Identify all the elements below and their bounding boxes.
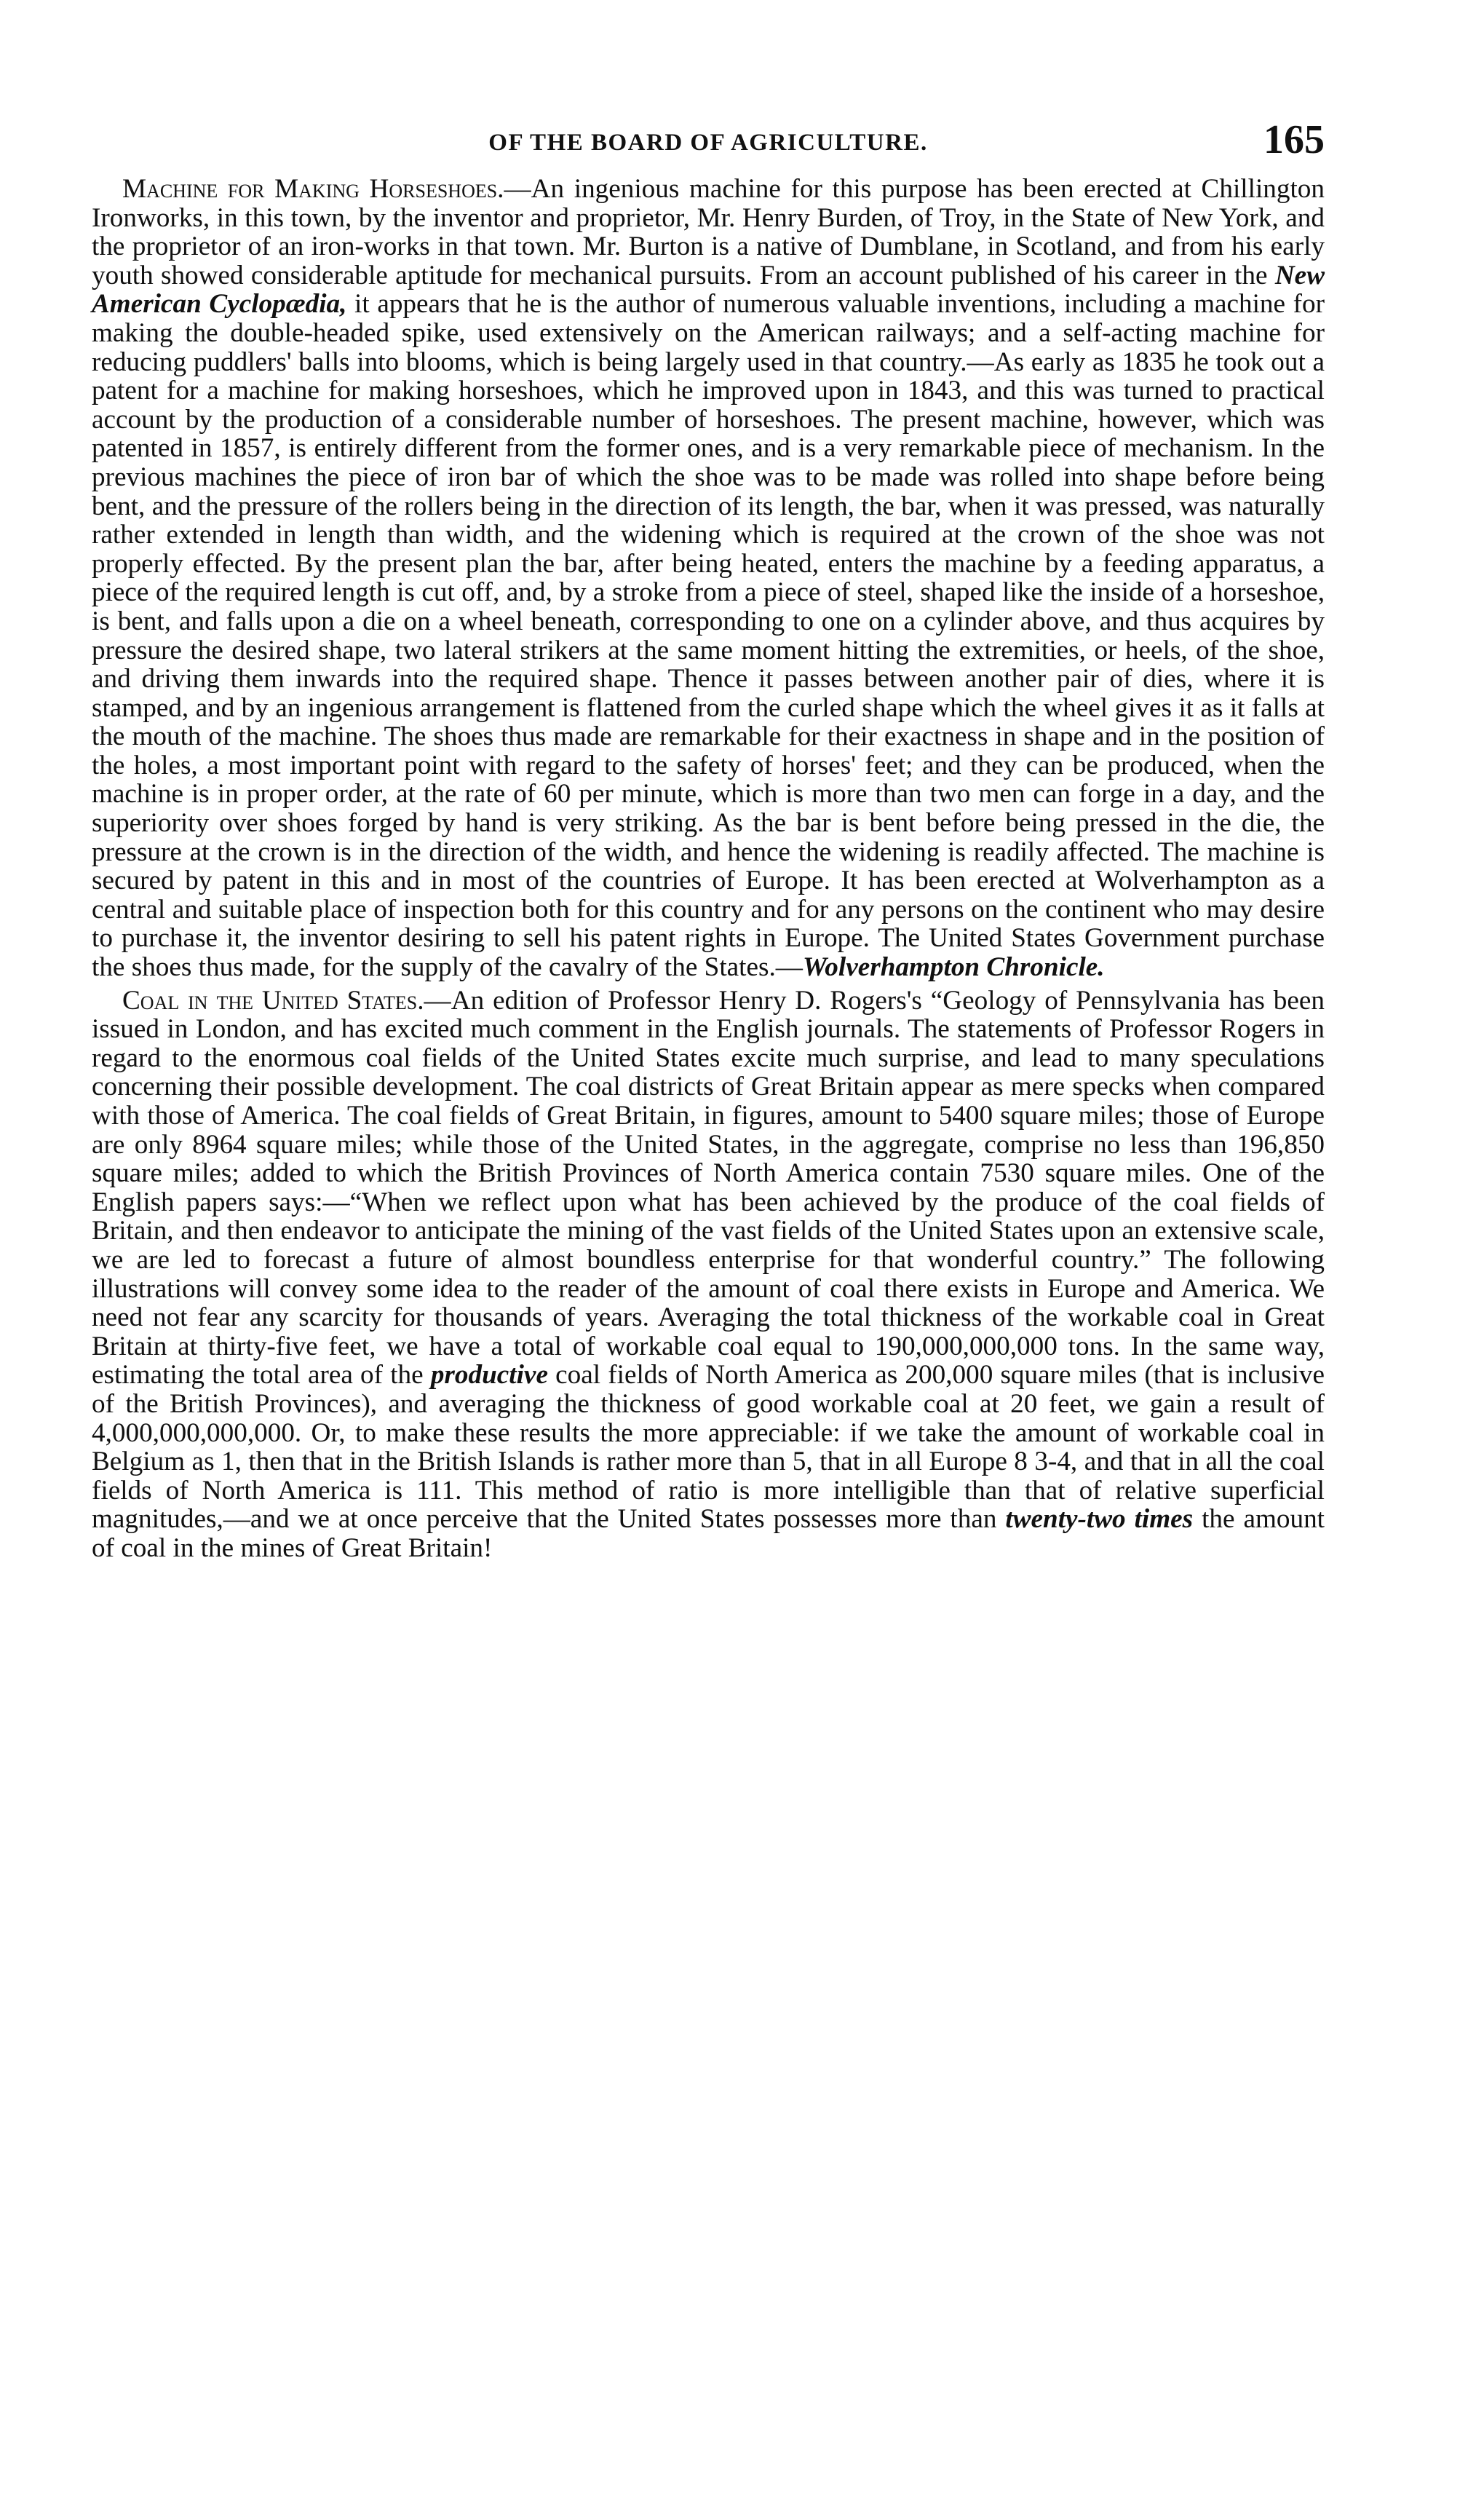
page-number: 165	[1263, 117, 1325, 162]
article-horseshoe-machine	[92, 175, 1325, 982]
article-body-text: it appears that he is the author of numerous valuable inventions, including a machine for making the double-headed spike, used extensively on the American railways; and a self-acting machine for reducing puddlers' balls into blooms, which is being largely used in that country.—As early as 1835 he took out a patent for a machine for making horseshoes, which he improved upon in 1843, and this was turned to practical account by the production of a considerable number of horseshoes. The present machine, however, which was patented in 1857, is entirely different from the former ones, and is a very remarkable piece of mechanism. In the previous machines the piece of iron bar of which the shoe was to be made was rolled into shape before being bent, and the pressure of the rollers being in the direction of its length, the bar, when it was pressed, was naturally rather extended in length than width, and the widening which is required at the crown of the shoe was not properly effected. By the present plan the bar, after being heated, enters the machine by a feeding apparatus, a piece of the required length is cut off, and, by a stroke from a piece of steel, shaped like the inside of a horseshoe, is bent, and falls upon a die on a wheel beneath, corresponding to one on a cylinder above, and thus acquires by pressure the desired shape, two lateral strikers at the same moment hitting the extremities, or heels, of the shoe, and driving them inwards into the required shape. Thence it passes between another pair of dies, where it is stamped, and by an ingenious arrangement is flattened from the curled shape which the wheel gives it as it falls at the mouth of the machine. The shoes thus made are remarkable for their exactness in shape and in the position of the holes, a most important point with regard to the safety of horses' feet; and they can be produced, when the machine is in proper order, at the rate of 60 per minute, which is more than two men can forge in a day, and the superiority over shoes forged by hand is very striking. As the bar is bent before being pressed in the die, the pressure at the crown is in the direction of the width, and hence the widening is readily affected. The machine is secured by patent in this and in most of the countries of Europe. It has been erected at Wolverhampton as a central and suitable place of inspection both for this country and for any persons on the continent who may desire to purchase it, the inventor desiring to sell his patent rights in Europe. The United States Government purchase the shoes thus made, for the supply of the cavalry of the States.—	[92, 289, 1325, 983]
book-page	[92, 109, 1325, 1563]
running-title: OF THE BOARD OF AGRICULTURE.	[488, 130, 928, 156]
article-heading: Coal in the United States.	[122, 985, 424, 1016]
article-body-text: coal fields of North America as 200,000 square miles (that is inclusive of the British Provinces), and averaging the thickness of good workable coal at 20 feet, we gain a result of 4,000,000,000,000. Or, to make these results the more appreciable: if we take the amount of workable coal in Belgium as 1, then that in the British Islands is rather more than 5, that in all Europe 8 3-4, and that in all the coal fields of North America is 111. This method of ratio is more intelligible than that of relative superficial magnitudes,—and we at once perceive that the United States possesses more than	[92, 1360, 1325, 1535]
article-source: Wolverhampton Chronicle.	[802, 952, 1105, 983]
emphasis-text: productive	[430, 1360, 548, 1390]
page-header	[92, 109, 1325, 175]
article-body-text: —An ingenious machine for this purpose has been erected at Chillington Ironworks, in this town, by the inventor and proprietor, Mr. Henry Burden, of Troy, in the State of New York, and the proprietor of an iron-works in that town. Mr. Burton is a native of Dumblane, in Scotland, and from his early youth showed considerable aptitude for mechanical pursuits. From an account published of his career in the	[92, 174, 1325, 290]
emphasis-text: twenty-two times	[1005, 1504, 1194, 1535]
article-body-text: the amount of coal in the mines of Great Britain!	[92, 1504, 1325, 1563]
article-coal-united-states	[92, 986, 1325, 1563]
article-heading: Machine for Making Horseshoes.	[122, 174, 504, 204]
publication-title: New American Cyclopædia,	[92, 260, 1325, 320]
article-body-text: —An edition of Professor Henry D. Rogers's “Geology of Pennsylvania has been issued in London, and has excited much comment in the English journals. The statements of Professor Rogers in regard to the enormous coal fields of the United States excite much surprise, and lead to many speculations concerning their possible development. The coal districts of Great Britain appear as mere specks when compared with those of America. The coal fields of Great Britain, in figures, amount to 5400 square miles; those of Europe are only 8964 square miles; while those of the United States, in the aggregate, comprise no less than 196,850 square miles; added to which the British Provinces of North America contain 7530 square miles. One of the English papers says:—“When we reflect upon what has been achieved by the produce of the coal fields of Britain, and then endeavor to anticipate the mining of the vast fields of the United States upon an extensive scale, we are led to forecast a future of almost boundless enterprise for that wonderful country.” The following illustrations will convey some idea to the reader of the amount of coal there exists in Europe and America. We need not fear any scarcity for thousands of years. Averaging the total thickness of the workable coal in Great Britain at thirty-five feet, we have a total of workable coal equal to 190,000,000,000 tons. In the same way, estimating the total area of the	[92, 985, 1325, 1390]
